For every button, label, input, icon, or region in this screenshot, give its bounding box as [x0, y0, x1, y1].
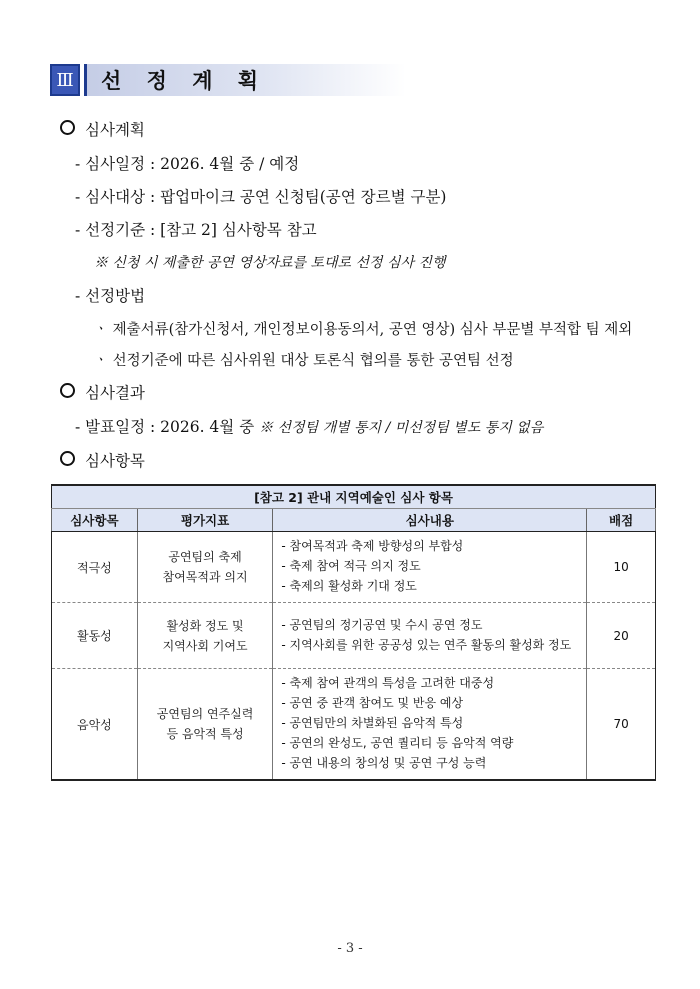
row-indicator [137, 532, 273, 603]
indicator-line: 공연팀의 연주실력 [156, 707, 254, 721]
items-heading-line [60, 449, 145, 471]
circle-bullet-icon [60, 383, 75, 398]
plan-heading: 심사계획 [85, 121, 145, 139]
result-announce: - 발표일정 : 2026. 4월 중 [75, 418, 255, 436]
row-score: 70 [587, 669, 656, 781]
review-criteria-table [51, 484, 656, 781]
content-item: - 공연팀의 정기공연 및 수시 공연 정도 [281, 617, 483, 632]
indicator-line: 지역사회 기여도 [162, 638, 248, 653]
plan-note: ※ 신청 시 제출한 공연 영상자료를 토대로 선정 심사 진행 [94, 255, 446, 271]
header-contents: 심사내용 [273, 509, 587, 532]
circle-bullet-icon [60, 120, 75, 135]
plan-criteria: - 선정기준 : [참고 2] 심사항목 참고 [75, 221, 317, 239]
content-item: - 공연팀만의 차별화된 음악적 특성 [281, 716, 464, 730]
row-category: 활동성 [52, 603, 138, 669]
result-announce-note: ※ 선정팀 개별 통지 / 미선정팀 별도 통지 없음 [259, 420, 544, 436]
content-item: - 축제 참여 관객의 특성을 고려한 대중성 [281, 676, 495, 690]
result-announce-line [75, 415, 543, 437]
header-indicator: 평가지표 [137, 509, 273, 532]
table-row [52, 603, 656, 669]
content-item: - 공연의 완성도, 공연 퀄리티 등 음악적 역량 [281, 736, 514, 750]
row-indicator [137, 669, 273, 781]
content-item: - 참여목적과 축제 방향성의 부합성 [281, 539, 464, 553]
row-contents [273, 532, 587, 603]
section-title: 선 정 계 획 [101, 69, 268, 93]
table-caption: [참고 2] 관내 지역예술인 심사 항목 [52, 485, 656, 509]
content-item: - 축제의 활성화 기대 정도 [281, 579, 417, 593]
header-category: 심사항목 [52, 509, 138, 532]
header-score: 배점 [587, 509, 656, 532]
plan-target: - 심사대상 : 팝업마이크 공연 신청팀(공연 장르별 구분) [75, 188, 447, 206]
indicator-line: 참여목적과 의지 [162, 570, 248, 584]
row-indicator [137, 603, 273, 669]
plan-heading-line [60, 118, 145, 140]
table-header-row [52, 509, 656, 532]
row-contents [273, 669, 587, 781]
section-number: Ⅲ [50, 64, 80, 96]
row-category: 적극성 [52, 532, 138, 603]
content-item: - 공연 중 관객 참여도 및 반응 예상 [281, 696, 464, 710]
circle-bullet-icon [60, 451, 75, 466]
result-heading-line [60, 381, 145, 403]
page-number: - 3 - [337, 941, 363, 956]
row-category: 음악성 [52, 669, 138, 781]
indicator-line: 등 음악적 특성 [166, 727, 244, 741]
content-item: - 공연 내용의 창의성 및 공연 구성 능력 [281, 756, 487, 770]
row-contents [273, 603, 587, 669]
table-row [52, 532, 656, 603]
method-item: ㆍ 선정기준에 따른 심사위원 대상 토론식 협의를 통한 공연팀 선정 [94, 353, 514, 369]
items-heading: 심사항목 [85, 452, 145, 470]
method-item: ㆍ 제출서류(참가신청서, 개인정보이용동의서, 공연 영상) 심사 부문별 부적합 팀 제외 [94, 322, 633, 338]
plan-schedule: - 심사일정 : 2026. 4월 중 / 예정 [75, 155, 300, 173]
section-header [50, 64, 410, 98]
section-title-box [84, 64, 406, 96]
table-row [52, 669, 656, 781]
indicator-line: 활성화 정도 및 [166, 618, 244, 633]
content-item: - 축제 참여 적극 의지 정도 [281, 559, 421, 573]
row-score: 10 [587, 532, 656, 603]
result-heading: 심사결과 [85, 384, 145, 402]
indicator-line: 공연팀의 축제 [168, 550, 242, 564]
plan-method: - 선정방법 [75, 287, 146, 305]
content-item: - 지역사회를 위한 공공성 있는 연주 활동의 활성화 정도 [281, 637, 572, 652]
row-score: 20 [587, 603, 656, 669]
table-caption-row [52, 485, 656, 509]
